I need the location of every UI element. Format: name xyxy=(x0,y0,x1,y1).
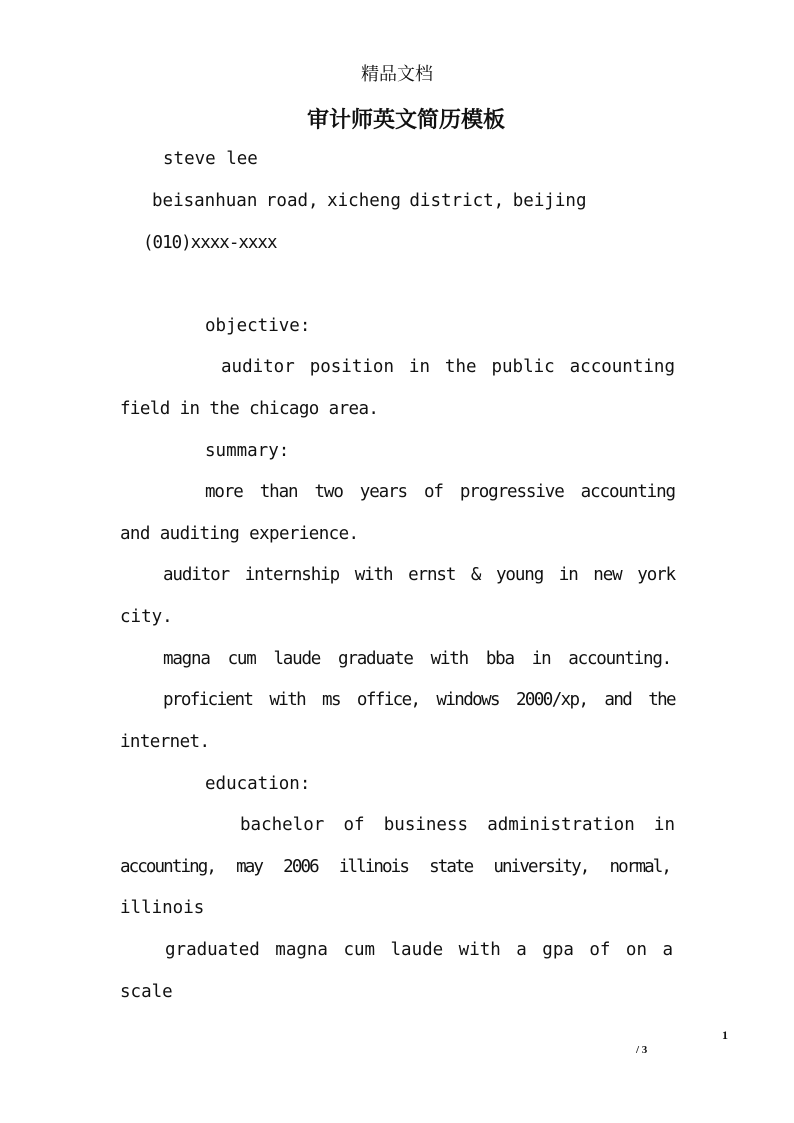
summary-item-4-line-2: internet. xyxy=(120,732,210,752)
objective-heading: objective: xyxy=(205,316,311,336)
education-honors-line-2: scale xyxy=(120,982,173,1002)
summary-item-1-line-1: more than two years of progressive accounting xyxy=(205,482,675,502)
document-title: 审计师英文简历模板 xyxy=(306,108,505,133)
summary-item-1-line-2: and auditing experience. xyxy=(120,524,359,544)
education-heading: education: xyxy=(205,774,311,794)
contact-phone: (010)xxxx-xxxx xyxy=(143,233,277,253)
summary-item-4-line-1: proficient with ms office, windows 2000/xp, and the xyxy=(163,690,675,710)
education-degree-line-3: illinois xyxy=(120,898,205,918)
summary-item-2-line-2: city. xyxy=(120,607,173,627)
summary-heading: summary: xyxy=(205,441,290,461)
page-total: / 3 xyxy=(636,1044,648,1056)
contact-address: beisanhuan road, xicheng district, beijing xyxy=(152,191,587,211)
page-header: 精品文档 xyxy=(361,64,433,85)
objective-text-line-1: auditor position in the public accounting xyxy=(221,357,675,377)
education-honors-line-1: graduated magna cum laude with a gpa of on a xyxy=(165,940,673,960)
education-degree-line-1: bachelor of business administration in xyxy=(240,815,675,835)
page-number: 1 xyxy=(722,1028,728,1042)
education-degree-line-2: accounting, may 2006 illinois state university, normal, xyxy=(120,857,670,877)
contact-name: steve lee xyxy=(163,149,258,169)
summary-item-3: magna cum laude graduate with bba in accounting. xyxy=(163,649,671,669)
objective-text-line-2: field in the chicago area. xyxy=(120,399,379,419)
summary-item-2-line-1: auditor internship with ernst & young in new york xyxy=(163,565,675,585)
